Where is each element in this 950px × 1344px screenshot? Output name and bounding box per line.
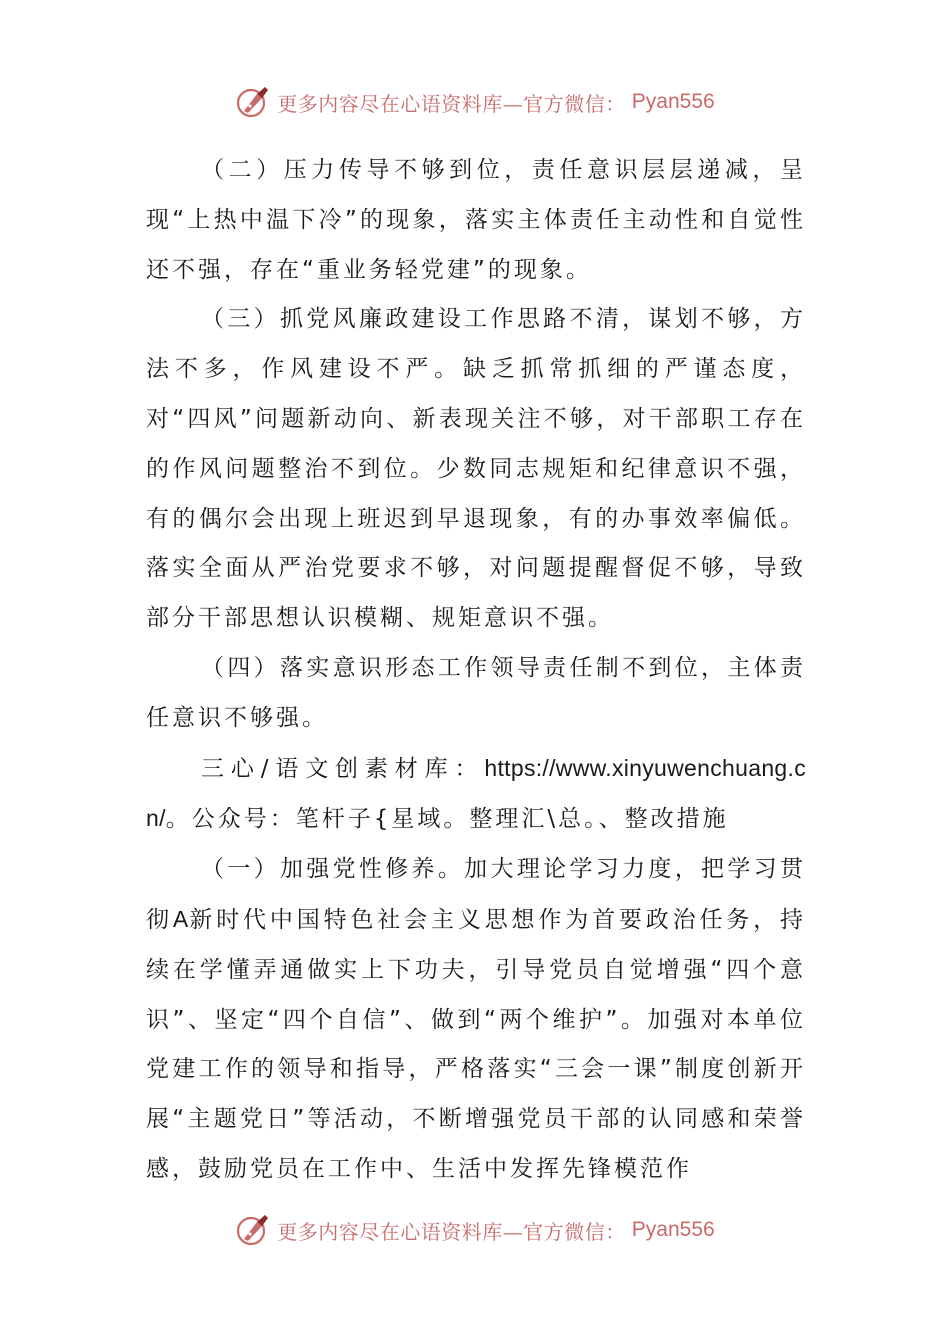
footer-wechat-id: Pyan556: [631, 1218, 715, 1241]
paragraph-item-2: （二）压力传导不够到位，责任意识层层递减，呈现“上热中温下冷”的现象，落实主体责任主动性和自觉性还不强，存在“重业务轻党建”的现象。: [146, 157, 806, 283]
measure-paragraph-1: [146, 845, 806, 1195]
measure-part2: 新时代中国特色社会主义思想作为首要政治任务，持续在学懂弄通做实上下功夫，引导党员自觉增强“四个意识”、坚定“四个自信”、做到“两个维护”。加强对本单位党建工作的领导和指导，严格落实“三会一课”制度创新开展“主题党日”等活动，不断增强党员干部的认同感和荣誉感，鼓励党员在工作中、生活中发挥先锋模范作: [146, 906, 807, 1182]
source-suffix: 。公众号：笔杆子{星域。整理汇\总。、整改措施: [165, 806, 729, 833]
document-body: [146, 146, 806, 1195]
source-line: [146, 744, 806, 846]
header-banner: [0, 82, 950, 122]
paragraph-item-3: （三）抓党风廉政建设工作思路不清，谋划不够，方法不多，作风建设不严。缺乏抓常抓细的严谨态度，对“四风”问题新动向、新表现关注不够，对干部职工存在的作风问题整治不到位。少数同志规矩和纪律意识不强，有的偶尔会出现上班迟到早退现象，有的办事效率偏低。落实全面从严治党要求不够，对问题提醒督促不够，导致部分干部思想认识模糊、规矩意识不强。: [146, 306, 806, 632]
pen-nib-circle-logo: [235, 84, 271, 120]
header-banner-text: 更多内容尽在心语资料库—官方微信：: [277, 91, 626, 116]
source-prefix: 三心/语文创素材库：: [201, 755, 485, 782]
footer-banner: [0, 1210, 950, 1250]
source-url: https://www.xinyuwenchuang.cn/: [146, 754, 806, 832]
pen-nib-circle-logo: [235, 1212, 271, 1248]
measure-latin: A: [172, 905, 189, 932]
header-wechat-id: Pyan556: [631, 90, 715, 113]
measure-part1: （一）加强党性修养。加大理论学习力度，把学习贯彻: [146, 856, 806, 933]
footer-banner-text: 更多内容尽在心语资料库—官方微信：: [277, 1219, 626, 1244]
paragraph-item-4: （四）落实意识形态工作领导责任制不到位，主体责任意识不够强。: [146, 654, 806, 731]
